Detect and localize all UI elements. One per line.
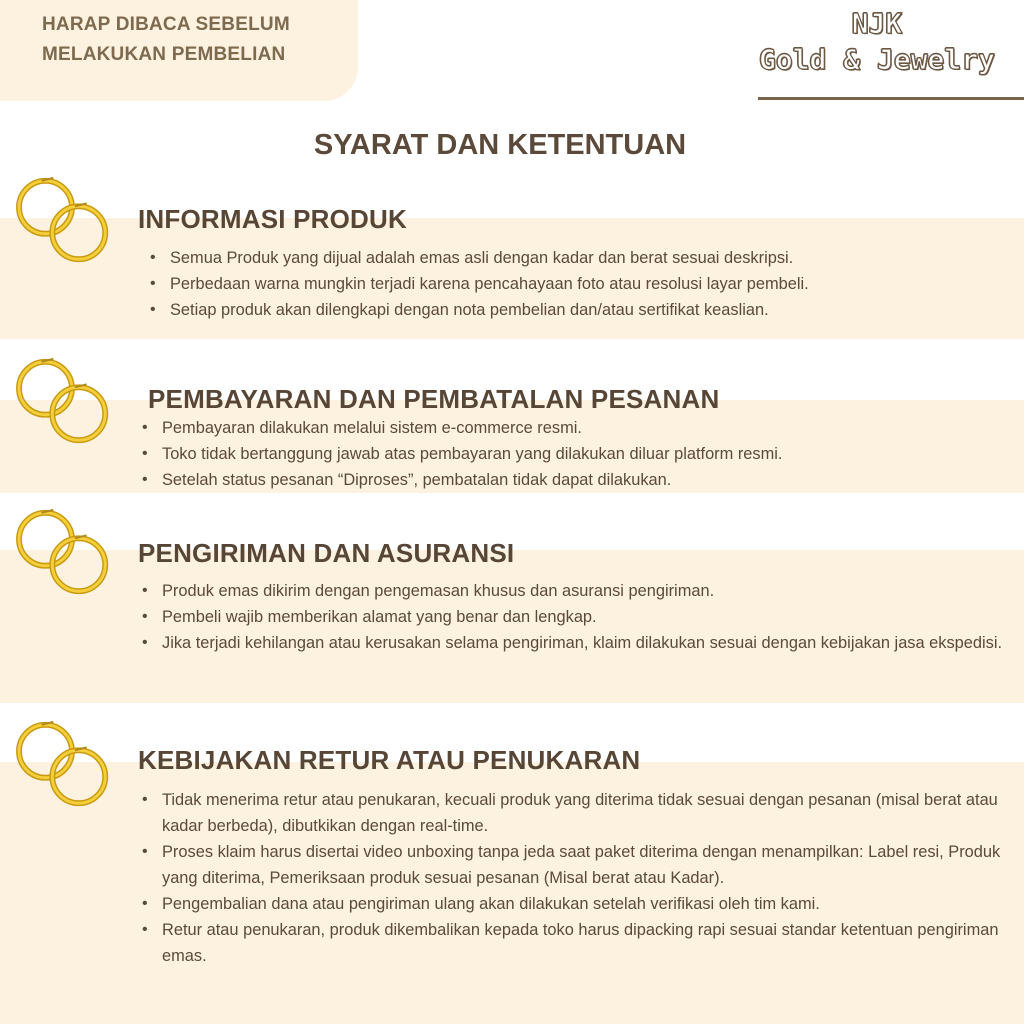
page-title: SYARAT DAN KETENTUAN (313, 129, 687, 161)
gold-hoop-earrings-icon (12, 716, 124, 814)
section-list-produk (146, 245, 1006, 323)
list-item: • Jika terjadi kehilangan atau kerusakan selama pengiriman, klaim dilakukan sesuai dengan kebijakan jasa ekspedisi. (138, 630, 1008, 656)
gold-hoop-earrings-icon (12, 353, 124, 451)
brand-logo (742, 6, 1012, 78)
list-item: • Perbedaan warna mungkin terjadi karena pencahayaan foto atau resolusi layar pembeli. (146, 271, 1006, 297)
list-item: • Toko tidak bertanggung jawab atas pembayaran yang dilakukan diluar platform resmi. (138, 441, 1008, 467)
list-item: • Produk emas dikirim dengan pengemasan khusus dan asuransi pengiriman. (138, 578, 1008, 604)
list-item: • Proses klaim harus disertai video unboxing tanpa jeda saat paket diterima dengan menampilkan: Label resi, Produk yang diterima, Pemeriksaan produk sesuai pesanan (Misal berat atau Kadar). (138, 839, 1008, 891)
list-item: • Setelah status pesanan “Diproses”, pembatalan tidak dapat dilakukan. (138, 467, 1008, 493)
section-heading-produk: INFORMASI PRODUK (138, 204, 407, 234)
list-item: • Tidak menerima retur atau penukaran, kecuali produk yang diterima tidak sesuai dengan pesanan (misal berat atau kadar berbeda), dibutkikan dengan real-time. (138, 787, 1008, 839)
section-list-retur (138, 787, 1008, 969)
list-item: • Semua Produk yang dijual adalah emas asli dengan kadar dan berat sesuai deskripsi. (146, 245, 1006, 271)
section-heading-pembayaran: PEMBAYARAN DAN PEMBATALAN PESANAN (148, 384, 720, 414)
list-item: • Retur atau penukaran, produk dikembalikan kepada toko harus dipacking rapi sesuai standar ketentuan pengiriman emas. (138, 917, 1008, 969)
brand-tagline: Gold & Jewelry (758, 43, 995, 76)
section-heading-retur: KEBIJAKAN RETUR ATAU PENUKARAN (138, 745, 641, 775)
list-item: • Setiap produk akan dilengkapi dengan nota pembelian dan/atau sertifikat keaslian. (146, 297, 1006, 323)
list-item: • Pembayaran dilakukan melalui sistem e-commerce resmi. (138, 415, 1008, 441)
notice-line-2: MELAKUKAN PEMBELIAN (42, 44, 286, 65)
list-item: • Pembeli wajib memberikan alamat yang benar dan lengkap. (138, 604, 1008, 630)
brand-name: NJK (851, 7, 903, 40)
notice-line-1: HARAP DIBACA SEBELUM (42, 14, 290, 35)
gold-hoop-earrings-icon (12, 504, 124, 602)
brand-underline (758, 97, 1024, 100)
section-list-pengiriman (138, 578, 1008, 656)
gold-hoop-earrings-icon (12, 172, 124, 270)
section-heading-pengiriman: PENGIRIMAN DAN ASURANSI (138, 538, 515, 568)
notice-banner (0, 0, 358, 101)
section-list-pembayaran (138, 415, 1008, 493)
list-item: • Pengembalian dana atau pengiriman ulang akan dilakukan setelah verifikasi oleh tim kami. (138, 891, 1008, 917)
